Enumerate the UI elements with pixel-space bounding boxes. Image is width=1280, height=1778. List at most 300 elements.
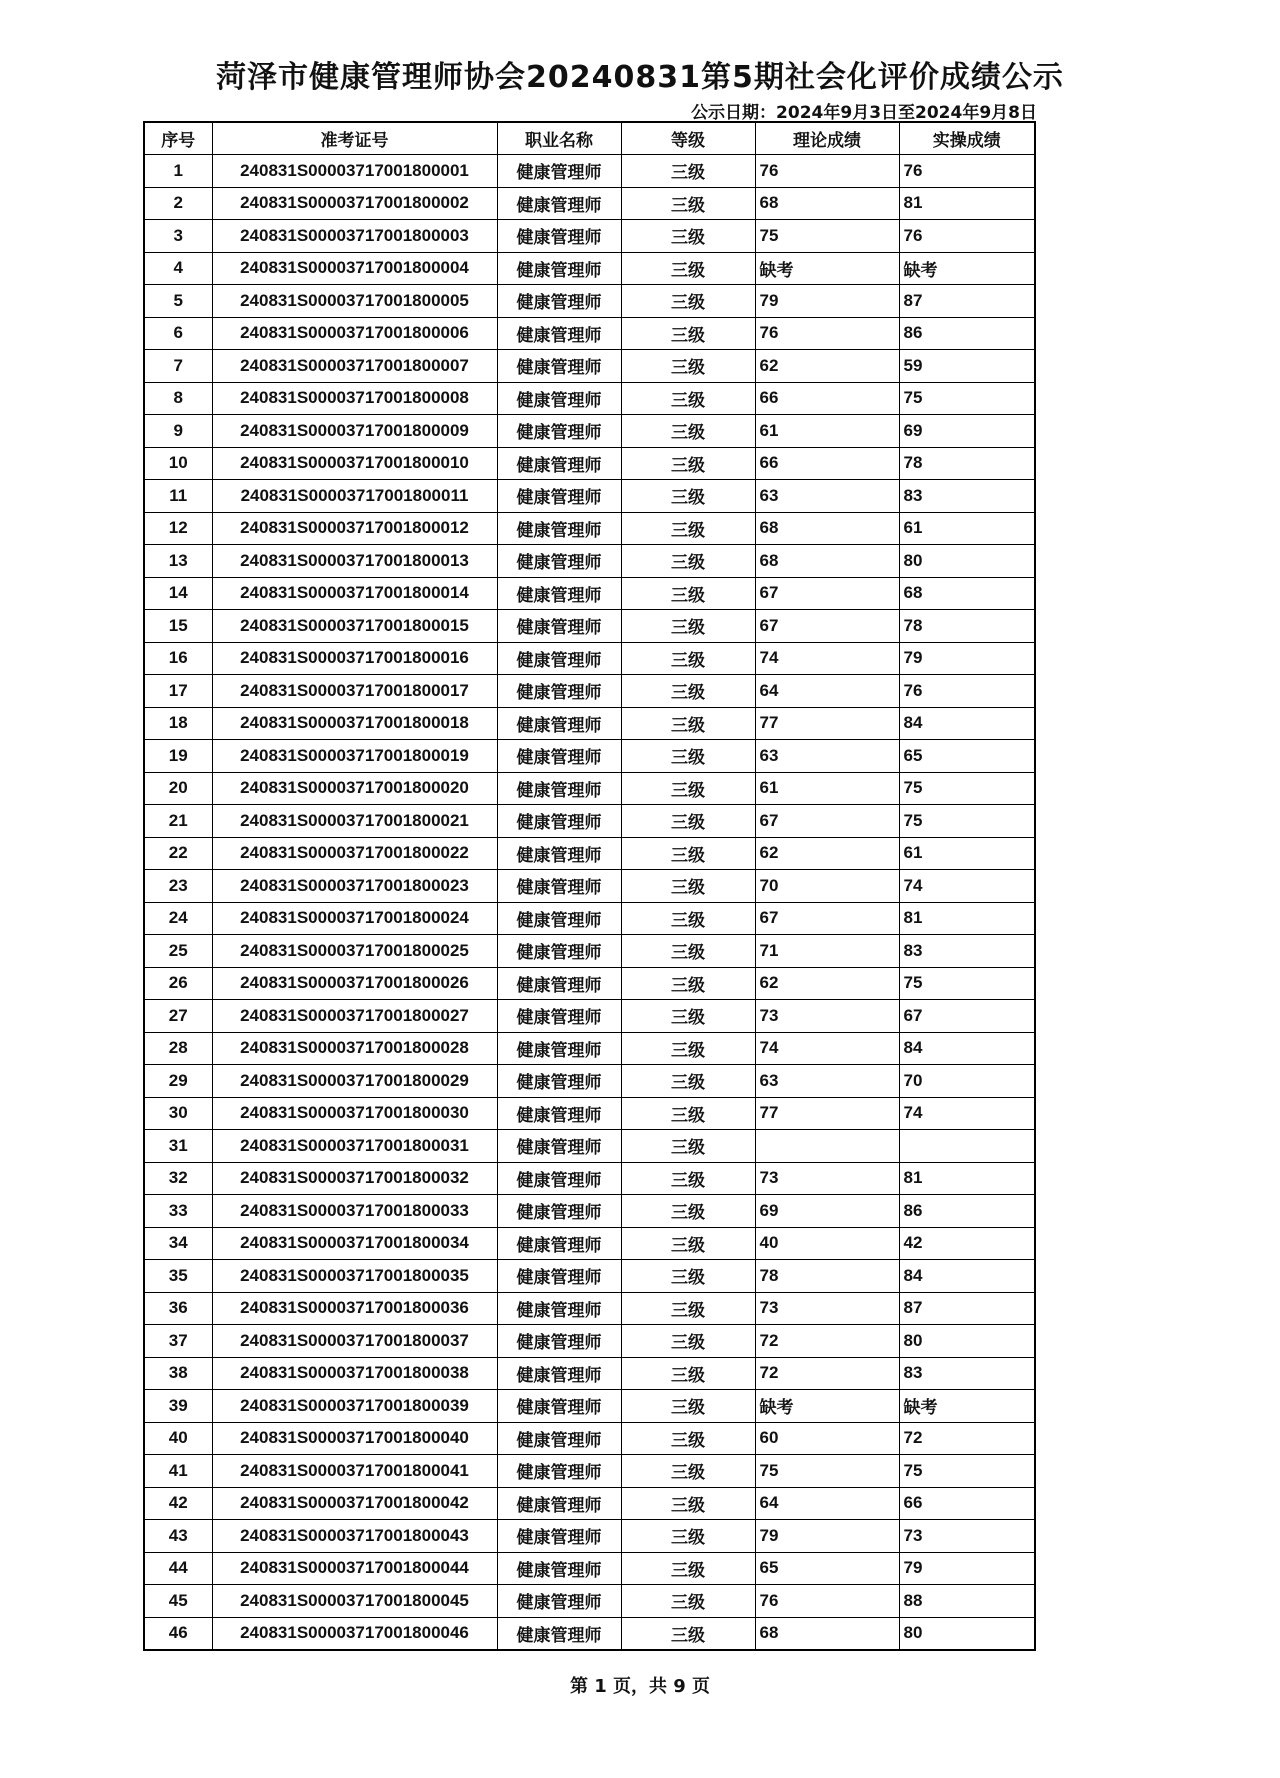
cell-practical-score: [899, 1130, 1035, 1163]
cell-level: 三级: [621, 772, 755, 805]
cell-occupation: 健康管理师: [497, 1130, 621, 1163]
cell-theory-score: 63: [755, 480, 899, 513]
cell-index: 23: [144, 870, 212, 903]
cell-index: 9: [144, 415, 212, 448]
cell-theory-score: 73: [755, 1162, 899, 1195]
cell-ticket-number: 240831S00003717001800018: [212, 707, 497, 740]
cell-level: 三级: [621, 1097, 755, 1130]
table-row: [144, 707, 1035, 740]
cell-level: 三级: [621, 577, 755, 610]
cell-practical-score: 81: [899, 1162, 1035, 1195]
table-row: [144, 1130, 1035, 1163]
cell-theory-score: 79: [755, 285, 899, 318]
cell-theory-score: 63: [755, 740, 899, 773]
cell-index: 39: [144, 1390, 212, 1423]
table-row: [144, 740, 1035, 773]
cell-occupation: 健康管理师: [497, 187, 621, 220]
score-table: [143, 121, 1036, 1651]
cell-theory-score: 68: [755, 1617, 899, 1650]
cell-practical-score: 86: [899, 317, 1035, 350]
table-row: [144, 1357, 1035, 1390]
cell-level: 三级: [621, 1227, 755, 1260]
cell-practical-score: 87: [899, 285, 1035, 318]
cell-practical-score: 70: [899, 1065, 1035, 1098]
cell-practical-score: 67: [899, 1000, 1035, 1033]
cell-ticket-number: 240831S00003717001800001: [212, 155, 497, 188]
table-row: [144, 285, 1035, 318]
cell-index: 10: [144, 447, 212, 480]
cell-occupation: 健康管理师: [497, 707, 621, 740]
cell-level: 三级: [621, 1130, 755, 1163]
cell-occupation: 健康管理师: [497, 902, 621, 935]
cell-practical-score: 83: [899, 480, 1035, 513]
cell-ticket-number: 240831S00003717001800038: [212, 1357, 497, 1390]
cell-level: 三级: [621, 545, 755, 578]
cell-index: 45: [144, 1585, 212, 1618]
cell-ticket-number: 240831S00003717001800004: [212, 252, 497, 285]
cell-theory-score: 66: [755, 447, 899, 480]
cell-ticket-number: 240831S00003717001800027: [212, 1000, 497, 1033]
table-row: [144, 1162, 1035, 1195]
cell-theory-score: 67: [755, 902, 899, 935]
cell-theory-score: 79: [755, 1520, 899, 1553]
cell-ticket-number: 240831S00003717001800042: [212, 1487, 497, 1520]
cell-practical-score: 80: [899, 1325, 1035, 1358]
cell-theory-score: 68: [755, 545, 899, 578]
cell-practical-score: 42: [899, 1227, 1035, 1260]
cell-theory-score: 65: [755, 1552, 899, 1585]
cell-occupation: 健康管理师: [497, 1195, 621, 1228]
cell-practical-score: 78: [899, 447, 1035, 480]
table-row: [144, 642, 1035, 675]
cell-index: 41: [144, 1455, 212, 1488]
table-row: [144, 317, 1035, 350]
cell-level: 三级: [621, 870, 755, 903]
cell-ticket-number: 240831S00003717001800013: [212, 545, 497, 578]
cell-practical-score: 76: [899, 155, 1035, 188]
cell-ticket-number: 240831S00003717001800044: [212, 1552, 497, 1585]
cell-index: 34: [144, 1227, 212, 1260]
table-row: [144, 1552, 1035, 1585]
header-practical-score: 实操成绩: [899, 122, 1035, 155]
cell-occupation: 健康管理师: [497, 415, 621, 448]
cell-level: 三级: [621, 415, 755, 448]
table-row: [144, 187, 1035, 220]
cell-index: 17: [144, 675, 212, 708]
cell-ticket-number: 240831S00003717001800014: [212, 577, 497, 610]
publish-date: 公示日期：2024年9月3日至2024年9月8日: [691, 103, 1037, 123]
cell-index: 33: [144, 1195, 212, 1228]
cell-index: 1: [144, 155, 212, 188]
cell-theory-score: 77: [755, 1097, 899, 1130]
table-row: [144, 1422, 1035, 1455]
cell-occupation: 健康管理师: [497, 382, 621, 415]
cell-level: 三级: [621, 285, 755, 318]
cell-practical-score: 75: [899, 772, 1035, 805]
table-row: [144, 382, 1035, 415]
cell-index: 36: [144, 1292, 212, 1325]
cell-level: 三级: [621, 512, 755, 545]
cell-level: 三级: [621, 252, 755, 285]
table-row: [144, 1455, 1035, 1488]
cell-occupation: 健康管理师: [497, 480, 621, 513]
cell-index: 18: [144, 707, 212, 740]
document-title: 菏泽市健康管理师协会20240831第5期社会化评价成绩公示: [216, 60, 1064, 95]
cell-ticket-number: 240831S00003717001800026: [212, 967, 497, 1000]
cell-occupation: 健康管理师: [497, 1422, 621, 1455]
cell-ticket-number: 240831S00003717001800007: [212, 350, 497, 383]
cell-level: 三级: [621, 155, 755, 188]
cell-index: 43: [144, 1520, 212, 1553]
cell-ticket-number: 240831S00003717001800015: [212, 610, 497, 643]
cell-ticket-number: 240831S00003717001800028: [212, 1032, 497, 1065]
cell-occupation: 健康管理师: [497, 1227, 621, 1260]
cell-occupation: 健康管理师: [497, 805, 621, 838]
cell-index: 15: [144, 610, 212, 643]
table-row: [144, 1032, 1035, 1065]
table-row: [144, 870, 1035, 903]
cell-ticket-number: 240831S00003717001800030: [212, 1097, 497, 1130]
cell-index: 26: [144, 967, 212, 1000]
cell-practical-score: 86: [899, 1195, 1035, 1228]
cell-occupation: 健康管理师: [497, 350, 621, 383]
cell-index: 38: [144, 1357, 212, 1390]
table-row: [144, 1390, 1035, 1423]
cell-practical-score: 78: [899, 610, 1035, 643]
cell-ticket-number: 240831S00003717001800036: [212, 1292, 497, 1325]
cell-index: 21: [144, 805, 212, 838]
cell-level: 三级: [621, 447, 755, 480]
cell-level: 三级: [621, 382, 755, 415]
cell-level: 三级: [621, 1617, 755, 1650]
cell-ticket-number: 240831S00003717001800017: [212, 675, 497, 708]
cell-ticket-number: 240831S00003717001800040: [212, 1422, 497, 1455]
cell-theory-score: 61: [755, 415, 899, 448]
cell-ticket-number: 240831S00003717001800035: [212, 1260, 497, 1293]
cell-occupation: 健康管理师: [497, 870, 621, 903]
cell-level: 三级: [621, 1000, 755, 1033]
cell-theory-score: 73: [755, 1000, 899, 1033]
cell-theory-score: 40: [755, 1227, 899, 1260]
cell-level: 三级: [621, 480, 755, 513]
cell-practical-score: 79: [899, 1552, 1035, 1585]
cell-occupation: 健康管理师: [497, 675, 621, 708]
header-level: 等级: [621, 122, 755, 155]
cell-ticket-number: 240831S00003717001800003: [212, 220, 497, 253]
cell-ticket-number: 240831S00003717001800037: [212, 1325, 497, 1358]
cell-practical-score: 74: [899, 1097, 1035, 1130]
cell-theory-score: 66: [755, 382, 899, 415]
cell-ticket-number: 240831S00003717001800002: [212, 187, 497, 220]
cell-occupation: 健康管理师: [497, 642, 621, 675]
cell-level: 三级: [621, 187, 755, 220]
cell-index: 28: [144, 1032, 212, 1065]
cell-level: 三级: [621, 317, 755, 350]
cell-theory-score: 75: [755, 220, 899, 253]
cell-practical-score: 65: [899, 740, 1035, 773]
cell-ticket-number: 240831S00003717001800024: [212, 902, 497, 935]
cell-level: 三级: [621, 935, 755, 968]
cell-occupation: 健康管理师: [497, 577, 621, 610]
cell-theory-score: 74: [755, 642, 899, 675]
cell-index: 46: [144, 1617, 212, 1650]
cell-index: 35: [144, 1260, 212, 1293]
cell-ticket-number: 240831S00003717001800019: [212, 740, 497, 773]
cell-level: 三级: [621, 1455, 755, 1488]
cell-practical-score: 69: [899, 415, 1035, 448]
cell-ticket-number: 240831S00003717001800008: [212, 382, 497, 415]
table-row: [144, 512, 1035, 545]
cell-theory-score: 76: [755, 317, 899, 350]
cell-index: 7: [144, 350, 212, 383]
cell-level: 三级: [621, 805, 755, 838]
cell-level: 三级: [621, 220, 755, 253]
cell-theory-score: 缺考: [755, 1390, 899, 1423]
cell-occupation: 健康管理师: [497, 1617, 621, 1650]
cell-practical-score: 75: [899, 1455, 1035, 1488]
cell-index: 6: [144, 317, 212, 350]
cell-level: 三级: [621, 837, 755, 870]
table-row: [144, 1065, 1035, 1098]
cell-theory-score: 64: [755, 675, 899, 708]
cell-level: 三级: [621, 740, 755, 773]
cell-practical-score: 59: [899, 350, 1035, 383]
cell-level: 三级: [621, 675, 755, 708]
cell-theory-score: 74: [755, 1032, 899, 1065]
cell-ticket-number: 240831S00003717001800009: [212, 415, 497, 448]
cell-occupation: 健康管理师: [497, 317, 621, 350]
cell-theory-score: [755, 1130, 899, 1163]
cell-theory-score: 68: [755, 187, 899, 220]
cell-practical-score: 缺考: [899, 1390, 1035, 1423]
cell-ticket-number: 240831S00003717001800041: [212, 1455, 497, 1488]
cell-occupation: 健康管理师: [497, 545, 621, 578]
cell-index: 12: [144, 512, 212, 545]
cell-ticket-number: 240831S00003717001800033: [212, 1195, 497, 1228]
cell-practical-score: 87: [899, 1292, 1035, 1325]
cell-index: 20: [144, 772, 212, 805]
table-row: [144, 1195, 1035, 1228]
cell-index: 29: [144, 1065, 212, 1098]
cell-level: 三级: [621, 1520, 755, 1553]
cell-ticket-number: 240831S00003717001800032: [212, 1162, 497, 1195]
cell-level: 三级: [621, 1260, 755, 1293]
cell-practical-score: 80: [899, 1617, 1035, 1650]
cell-theory-score: 70: [755, 870, 899, 903]
cell-index: 25: [144, 935, 212, 968]
cell-level: 三级: [621, 1325, 755, 1358]
cell-index: 32: [144, 1162, 212, 1195]
table-header-row: [144, 122, 1035, 155]
cell-theory-score: 缺考: [755, 252, 899, 285]
cell-theory-score: 62: [755, 967, 899, 1000]
table-row: [144, 545, 1035, 578]
cell-occupation: 健康管理师: [497, 447, 621, 480]
cell-practical-score: 66: [899, 1487, 1035, 1520]
cell-occupation: 健康管理师: [497, 1552, 621, 1585]
cell-occupation: 健康管理师: [497, 220, 621, 253]
header-ticket-number: 准考证号: [212, 122, 497, 155]
table-row: [144, 480, 1035, 513]
cell-index: 13: [144, 545, 212, 578]
table-row: [144, 415, 1035, 448]
table-row: [144, 1227, 1035, 1260]
cell-occupation: 健康管理师: [497, 1260, 621, 1293]
cell-index: 11: [144, 480, 212, 513]
table-row: [144, 610, 1035, 643]
cell-level: 三级: [621, 1162, 755, 1195]
cell-ticket-number: 240831S00003717001800023: [212, 870, 497, 903]
cell-practical-score: 81: [899, 187, 1035, 220]
header-index: 序号: [144, 122, 212, 155]
cell-occupation: 健康管理师: [497, 1000, 621, 1033]
cell-level: 三级: [621, 1195, 755, 1228]
cell-theory-score: 75: [755, 1455, 899, 1488]
cell-ticket-number: 240831S00003717001800031: [212, 1130, 497, 1163]
cell-index: 44: [144, 1552, 212, 1585]
table-row: [144, 772, 1035, 805]
cell-ticket-number: 240831S00003717001800011: [212, 480, 497, 513]
cell-level: 三级: [621, 1390, 755, 1423]
cell-occupation: 健康管理师: [497, 1390, 621, 1423]
cell-practical-score: 88: [899, 1585, 1035, 1618]
table-row: [144, 1520, 1035, 1553]
cell-theory-score: 67: [755, 805, 899, 838]
cell-level: 三级: [621, 1552, 755, 1585]
cell-level: 三级: [621, 642, 755, 675]
cell-occupation: 健康管理师: [497, 1455, 621, 1488]
cell-practical-score: 84: [899, 1260, 1035, 1293]
cell-index: 37: [144, 1325, 212, 1358]
cell-level: 三级: [621, 1357, 755, 1390]
cell-theory-score: 71: [755, 935, 899, 968]
cell-level: 三级: [621, 610, 755, 643]
cell-level: 三级: [621, 1032, 755, 1065]
cell-practical-score: 72: [899, 1422, 1035, 1455]
cell-theory-score: 69: [755, 1195, 899, 1228]
cell-occupation: 健康管理师: [497, 935, 621, 968]
header-occupation: 职业名称: [497, 122, 621, 155]
cell-ticket-number: 240831S00003717001800025: [212, 935, 497, 968]
cell-occupation: 健康管理师: [497, 1520, 621, 1553]
cell-practical-score: 79: [899, 642, 1035, 675]
cell-occupation: 健康管理师: [497, 1065, 621, 1098]
cell-occupation: 健康管理师: [497, 1325, 621, 1358]
cell-ticket-number: 240831S00003717001800005: [212, 285, 497, 318]
cell-index: 42: [144, 1487, 212, 1520]
cell-ticket-number: 240831S00003717001800006: [212, 317, 497, 350]
cell-ticket-number: 240831S00003717001800016: [212, 642, 497, 675]
cell-level: 三级: [621, 902, 755, 935]
cell-theory-score: 68: [755, 512, 899, 545]
table-row: [144, 252, 1035, 285]
cell-theory-score: 64: [755, 1487, 899, 1520]
cell-occupation: 健康管理师: [497, 1162, 621, 1195]
cell-theory-score: 61: [755, 772, 899, 805]
cell-level: 三级: [621, 350, 755, 383]
cell-level: 三级: [621, 1292, 755, 1325]
table-row: [144, 155, 1035, 188]
cell-level: 三级: [621, 1422, 755, 1455]
table-row: [144, 350, 1035, 383]
cell-practical-score: 75: [899, 967, 1035, 1000]
table-row: [144, 577, 1035, 610]
cell-ticket-number: 240831S00003717001800029: [212, 1065, 497, 1098]
header-theory-score: 理论成绩: [755, 122, 899, 155]
cell-level: 三级: [621, 1487, 755, 1520]
cell-theory-score: 72: [755, 1357, 899, 1390]
cell-occupation: 健康管理师: [497, 285, 621, 318]
cell-practical-score: 缺考: [899, 252, 1035, 285]
table-row: [144, 805, 1035, 838]
cell-occupation: 健康管理师: [497, 610, 621, 643]
cell-practical-score: 68: [899, 577, 1035, 610]
cell-index: 16: [144, 642, 212, 675]
table-row: [144, 902, 1035, 935]
cell-theory-score: 78: [755, 1260, 899, 1293]
table-row: [144, 935, 1035, 968]
cell-ticket-number: 240831S00003717001800034: [212, 1227, 497, 1260]
cell-ticket-number: 240831S00003717001800043: [212, 1520, 497, 1553]
cell-occupation: 健康管理师: [497, 1487, 621, 1520]
table-row: [144, 1325, 1035, 1358]
cell-theory-score: 76: [755, 1585, 899, 1618]
cell-practical-score: 84: [899, 1032, 1035, 1065]
table-row: [144, 1585, 1035, 1618]
cell-occupation: 健康管理师: [497, 1292, 621, 1325]
table-row: [144, 1260, 1035, 1293]
table-row: [144, 837, 1035, 870]
cell-practical-score: 75: [899, 805, 1035, 838]
cell-theory-score: 67: [755, 610, 899, 643]
cell-occupation: 健康管理师: [497, 1097, 621, 1130]
table-row: [144, 1097, 1035, 1130]
cell-ticket-number: 240831S00003717001800046: [212, 1617, 497, 1650]
cell-ticket-number: 240831S00003717001800039: [212, 1390, 497, 1423]
cell-practical-score: 76: [899, 675, 1035, 708]
cell-index: 31: [144, 1130, 212, 1163]
cell-theory-score: 62: [755, 350, 899, 383]
cell-theory-score: 76: [755, 155, 899, 188]
cell-ticket-number: 240831S00003717001800020: [212, 772, 497, 805]
table-body: [144, 155, 1035, 1651]
cell-occupation: 健康管理师: [497, 1032, 621, 1065]
cell-index: 14: [144, 577, 212, 610]
table-row: [144, 1292, 1035, 1325]
cell-theory-score: 60: [755, 1422, 899, 1455]
cell-occupation: 健康管理师: [497, 512, 621, 545]
cell-theory-score: 67: [755, 577, 899, 610]
cell-index: 30: [144, 1097, 212, 1130]
cell-practical-score: 75: [899, 382, 1035, 415]
cell-practical-score: 61: [899, 837, 1035, 870]
cell-ticket-number: 240831S00003717001800021: [212, 805, 497, 838]
cell-index: 4: [144, 252, 212, 285]
cell-ticket-number: 240831S00003717001800022: [212, 837, 497, 870]
table-row: [144, 1487, 1035, 1520]
cell-practical-score: 81: [899, 902, 1035, 935]
cell-occupation: 健康管理师: [497, 967, 621, 1000]
cell-occupation: 健康管理师: [497, 740, 621, 773]
cell-practical-score: 73: [899, 1520, 1035, 1553]
cell-index: 8: [144, 382, 212, 415]
cell-index: 5: [144, 285, 212, 318]
table-row: [144, 967, 1035, 1000]
cell-occupation: 健康管理师: [497, 252, 621, 285]
cell-index: 2: [144, 187, 212, 220]
cell-index: 27: [144, 1000, 212, 1033]
cell-practical-score: 83: [899, 1357, 1035, 1390]
